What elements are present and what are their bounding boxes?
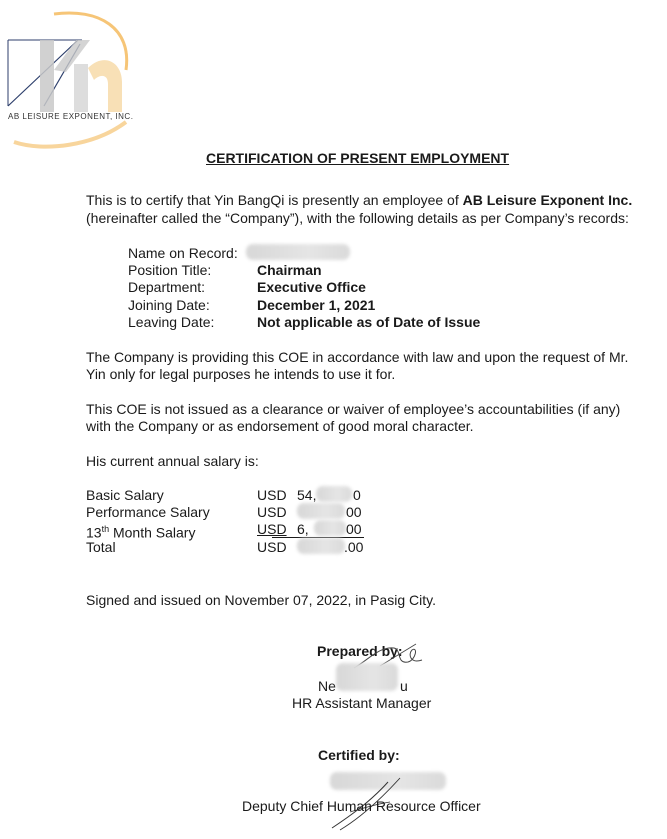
salary-label-total: Total bbox=[86, 539, 116, 555]
salary-currency-13th: USD bbox=[257, 521, 287, 537]
salary-label-13th-num: 13 bbox=[86, 524, 102, 541]
redacted-prepared-name bbox=[336, 663, 398, 691]
prepared-role: HR Assistant Manager bbox=[292, 695, 432, 711]
salary-intro: His current annual salary is: bbox=[86, 453, 259, 469]
record-value-position: Chairman bbox=[257, 262, 322, 278]
record-label-department: Department: bbox=[128, 279, 206, 295]
company-name: AB Leisure Exponent Inc. bbox=[462, 192, 633, 208]
record-label-position: Position Title: bbox=[128, 262, 212, 278]
redacted-name bbox=[246, 244, 350, 260]
redacted-amount-basic bbox=[316, 486, 352, 502]
redacted-amount-total bbox=[297, 538, 345, 554]
salary-currency-basic: USD bbox=[257, 487, 287, 503]
record-value-leaving: Not applicable as of Date of Issue bbox=[257, 314, 481, 330]
paragraph-1-line-2: Yin only for legal purposes he intends to use it for. bbox=[86, 366, 396, 382]
paragraph-2-line-1: This COE is not issued as a clearance or waiver of employee’s accountabilities (if any) bbox=[86, 401, 621, 417]
company-logo bbox=[4, 10, 154, 150]
salary-amount-performance-end: 00 bbox=[346, 504, 362, 520]
salary-label-performance: Performance Salary bbox=[86, 504, 210, 520]
prepared-by-heading: Prepared by: bbox=[317, 643, 403, 659]
salary-amount-13th-end: 00 bbox=[346, 521, 362, 537]
intro-text: This is to certify that Yin BangQi is presently an employee of bbox=[86, 192, 463, 208]
paragraph-1-line-1: The Company is providing this COE in accordance with law and upon the request of Mr. bbox=[86, 349, 629, 365]
record-value-joining: December 1, 2021 bbox=[257, 297, 376, 313]
record-label-name: Name on Record: bbox=[128, 245, 238, 261]
salary-amount-total-end: .00 bbox=[344, 539, 364, 555]
document-title: CERTIFICATION OF PRESENT EMPLOYMENT bbox=[206, 150, 510, 166]
salary-currency-performance: USD bbox=[257, 504, 287, 520]
record-label-joining: Joining Date: bbox=[128, 297, 210, 313]
logo-text: AB LEISURE EXPONENT, INC. bbox=[8, 112, 134, 121]
prepared-name-start: Ne bbox=[318, 678, 336, 694]
signed-statement: Signed and issued on November 07, 2022, in Pasig City. bbox=[86, 592, 436, 608]
intro-line-1 bbox=[86, 192, 632, 209]
certified-role: Deputy Chief Human Resource Officer bbox=[242, 798, 481, 814]
redacted-amount-13th bbox=[314, 520, 346, 536]
salary-amount-basic-start: 54, bbox=[297, 487, 317, 503]
salary-label-13th-rest: Month Salary bbox=[109, 524, 196, 541]
intro-line-2: (hereinafter called the “Company”), with the following details as per Company’s records: bbox=[86, 210, 629, 226]
salary-currency-total: USD bbox=[257, 539, 287, 555]
salary-label-13th-sup: th bbox=[101, 524, 110, 534]
prepared-name-end: u bbox=[400, 678, 408, 694]
paragraph-2-line-2: with the Company or as endorsement of good moral character. bbox=[86, 418, 474, 434]
salary-label-basic: Basic Salary bbox=[86, 487, 164, 503]
salary-amount-basic-end: 0 bbox=[353, 487, 361, 503]
certified-by-heading: Certified by: bbox=[318, 747, 400, 763]
redacted-amount-performance bbox=[297, 503, 345, 519]
record-label-leaving: Leaving Date: bbox=[128, 314, 215, 330]
salary-amount-13th-start: 6, bbox=[297, 521, 309, 537]
record-value-department: Executive Office bbox=[257, 279, 366, 295]
